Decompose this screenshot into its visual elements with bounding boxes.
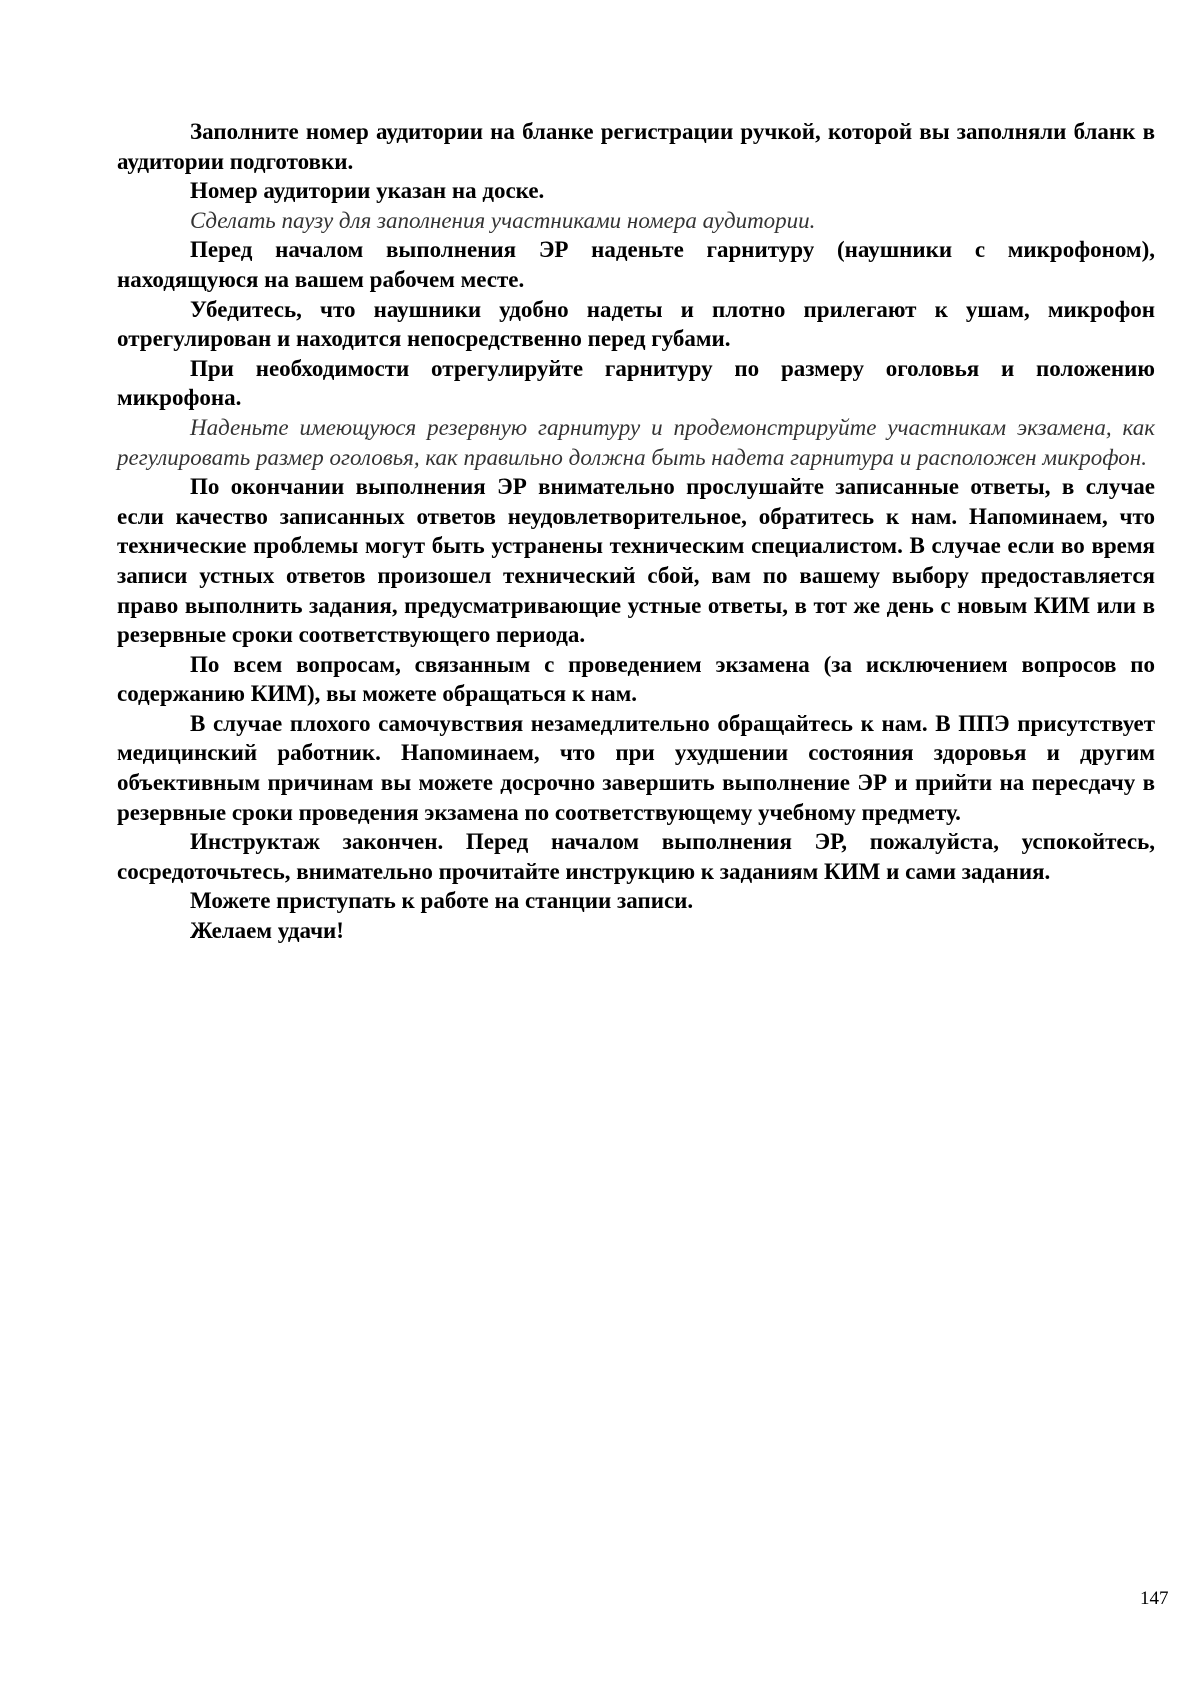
paragraph-check-headphones: Убедитесь, что наушники удобно надеты и плотно прилегают к ушам, микрофон отрегулирован и находится непосредственно перед губами. bbox=[117, 296, 1155, 352]
document-body bbox=[117, 117, 1155, 946]
instruction-note-pause: Сделать паузу для заполнения участниками номера аудитории. bbox=[190, 207, 816, 233]
paragraph-put-on-headset: Перед началом выполнения ЭР наденьте гарнитуру (наушники с микрофоном), находящуюся на вашем рабочем месте. bbox=[117, 237, 1155, 292]
instruction-note-demonstrate-headset: Наденьте имеющуюся резервную гарнитуру и продемонстрируйте участникам экзамена, как регулировать размер оголовья, как правильно должна быть надета гарнитура и расположен микрофон. bbox=[117, 414, 1155, 470]
paragraph-briefing-finished: Инструктаж закончен. Перед началом выполнения ЭР, пожалуйста, успокойтесь, сосредоточьтесь, внимательно прочитайте инструкцию к заданиям КИМ и сами задания. bbox=[117, 829, 1155, 884]
paragraph-room-number-on-board: Номер аудитории указан на доске. bbox=[190, 178, 545, 204]
page-number: 147 bbox=[1140, 1588, 1169, 1609]
paragraph-adjust-headset: При необходимости отрегулируйте гарнитуру по размеру оголовья и положению микрофона. bbox=[117, 355, 1155, 411]
paragraph-fill-room-number: Заполните номер аудитории на бланке регистрации ручкой, которой вы заполняли бланк в аудитории подготовки. bbox=[117, 119, 1155, 174]
paragraph-start-work: Можете приступать к работе на станции записи. bbox=[190, 888, 694, 914]
paragraph-questions: По всем вопросам, связанным с проведением экзамена (за исключением вопросов по содержанию КИМ), вы можете обращаться к нам. bbox=[117, 651, 1155, 707]
paragraph-health: В случае плохого самочувствия незамедлительно обращайтесь к нам. В ППЭ присутствует медицинский работник. Напоминаем, что при ухудшении состояния здоровья и другим объективным причинам вы можете досрочно завершить выполнение ЭР и прийти на пересдачу в резервные сроки проведения экзамена по соответствующему учебному предмету. bbox=[117, 710, 1155, 825]
paragraph-good-luck: Желаем удачи! bbox=[190, 918, 344, 944]
paragraph-listen-answers: По окончании выполнения ЭР внимательно прослушайте записанные ответы, в случае если качество записанных ответов неудовлетворительное, обратитесь к нам. Напоминаем, что технические проблемы могут быть устранены техническим специалистом. В случае если во время записи устных ответов произошел технический сбой, вам по вашему выбору предоставляется право выполнить задания, предусматривающие устные ответы, в тот же день с новым КИМ или в резервные сроки соответствующего периода. bbox=[117, 474, 1155, 648]
